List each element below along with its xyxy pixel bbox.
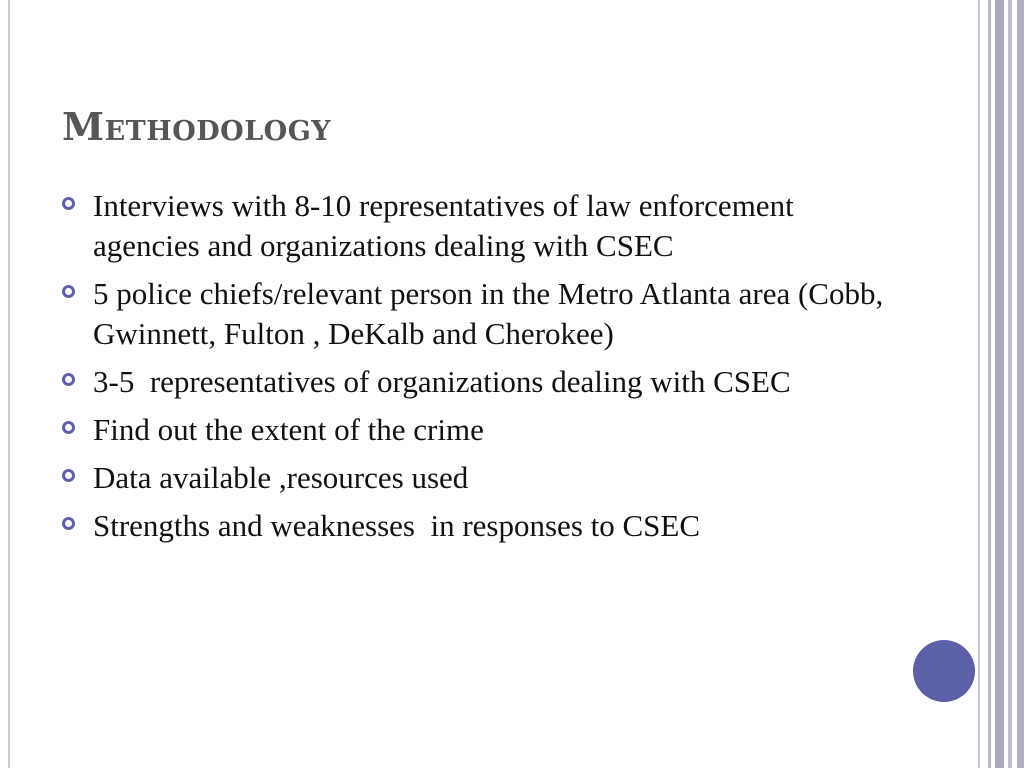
slide-title: Methodology [62,104,332,149]
bullet-text: 3-5 representatives of organizations dealing with CSEC [93,364,791,399]
circle-bullet-icon [62,285,75,298]
stripe [978,0,980,768]
stripe [988,0,991,768]
circle-bullet-icon [62,373,75,386]
bullet-list [62,186,892,554]
circle-bullet-icon [62,197,75,210]
left-border-line [8,0,10,768]
corner-circle-decoration [913,640,975,702]
circle-bullet-icon [62,517,75,530]
bullet-item [62,410,892,450]
bullet-item [62,274,892,354]
bullet-item [62,186,892,266]
bullet-text: Find out the extent of the crime [93,412,484,447]
bullet-text: 5 police chiefs/relevant person in the Metro Atlanta area (Cobb, Gwinnett, Fulton , DeKalb and Cherokee) [93,276,891,351]
stripe [1017,0,1024,768]
circle-bullet-icon [62,469,75,482]
bullet-text: Data available ,resources used [93,460,469,495]
right-stripes-decoration [978,0,1024,768]
bullet-item [62,506,892,546]
stripe [995,0,1004,768]
bullet-text: Strengths and weaknesses in responses to CSEC [93,508,701,543]
bullet-item [62,362,892,402]
bullet-item [62,458,892,498]
stripe [1008,0,1012,768]
circle-bullet-icon [62,421,75,434]
bullet-text: Interviews with 8-10 representatives of law enforcement agencies and organizations dealing with CSEC [93,188,802,263]
